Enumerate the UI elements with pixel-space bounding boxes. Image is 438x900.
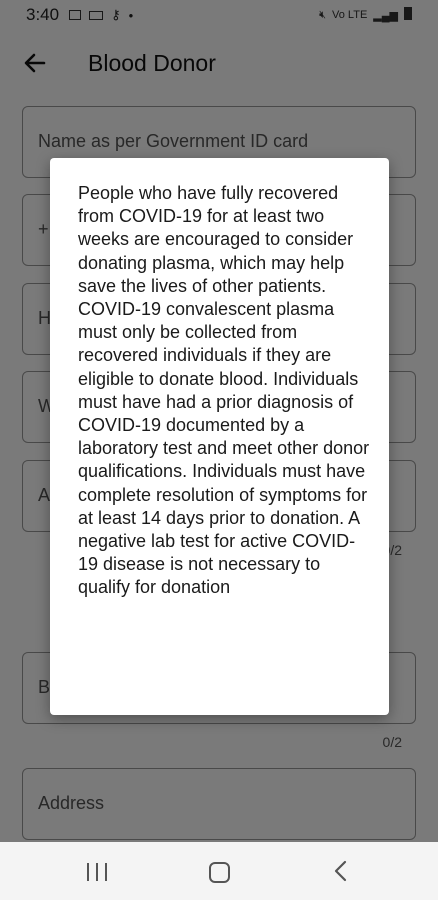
system-nav-bar [0, 842, 438, 900]
info-dialog [50, 158, 389, 715]
home-icon[interactable] [209, 862, 230, 883]
dialog-message: People who have fully recovered from COVID-19 for at least two weeks are encouraged to consider donating plasma, which may help save the lives of other patients. COVID-19 convalescent plasma must only be collected from recovered individuals if they are eligible to donate blood. Individuals must have had a prior diagnosis of COVID-19 documented by a laboratory test and meet other donor qualifications. Individuals must have complete resolution of symptoms for at least 14 days prior to donation. A negative lab test for active COVID-19 disease is not necessary to qualify for donation [78, 183, 370, 598]
back-chevron-icon[interactable] [333, 860, 347, 887]
recents-icon[interactable] [87, 863, 107, 881]
